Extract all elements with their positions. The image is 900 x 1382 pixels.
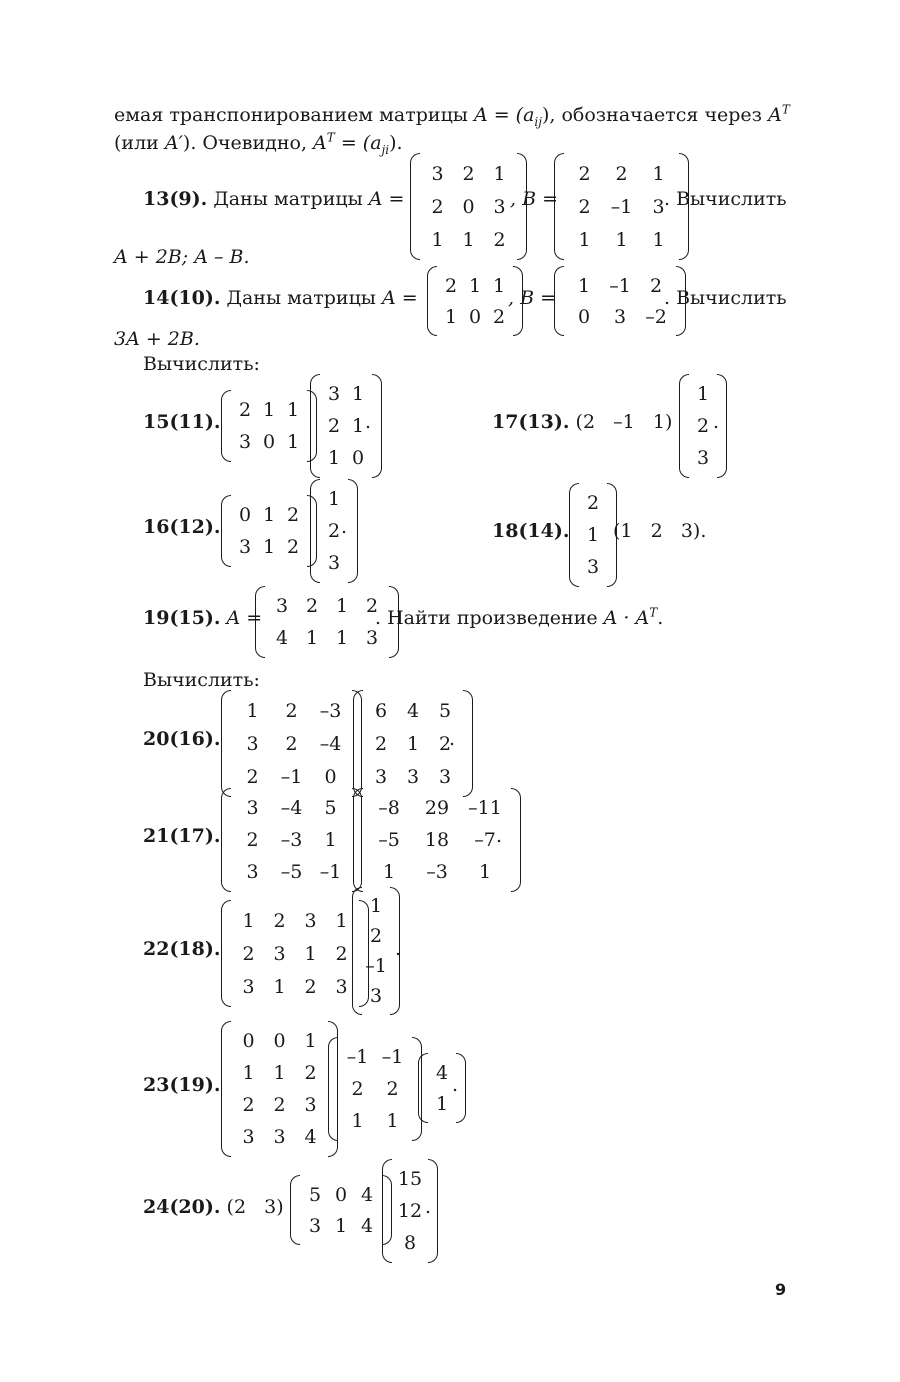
- matrix-cell: 6: [374, 699, 388, 722]
- matrix-cell: 1: [334, 1214, 348, 1237]
- left-parenthesis: [221, 788, 231, 892]
- left-parenthesis: [255, 586, 265, 658]
- matrix-cell: 1: [262, 399, 276, 421]
- matrix-cell: 1: [273, 975, 286, 998]
- matrix-cell: 1: [246, 699, 259, 722]
- intro-superscript: T: [781, 102, 790, 117]
- matrix-cell: 0: [242, 1030, 255, 1052]
- matrix-cell: 18: [424, 829, 450, 851]
- matrix-cell: 3: [369, 985, 383, 1007]
- matrix-cell: 2: [304, 1062, 317, 1084]
- problem-19: [143, 607, 262, 629]
- matrix-cell: 0: [468, 305, 482, 328]
- matrix-cell: 1: [327, 488, 341, 510]
- row-vector: (2 3): [226, 1196, 284, 1218]
- problem-text: Даны матрицы: [226, 287, 382, 309]
- column-vector: [310, 479, 358, 583]
- matrix-cell: 0: [351, 447, 365, 469]
- problem-19-text: [375, 607, 663, 629]
- right-parenthesis: [511, 788, 521, 892]
- problem-number: 21(17).: [143, 825, 221, 847]
- matrix-cell: 3: [304, 1094, 317, 1116]
- matrix-cell: 2: [242, 942, 255, 965]
- matrix-1: [221, 690, 362, 797]
- intro-line-2: [114, 130, 403, 157]
- matrix-2: [310, 374, 382, 478]
- matrix-cell: 2: [246, 765, 259, 788]
- matrix-cell: 2: [369, 925, 383, 947]
- matrix-cell: 1: [382, 861, 396, 883]
- matrix-cell: –2: [645, 305, 667, 328]
- problem-number: 16(12).: [143, 516, 221, 538]
- matrix-cell: –1: [280, 765, 303, 788]
- left-parenthesis: [353, 690, 363, 797]
- punctuation: .: [395, 938, 402, 960]
- matrix-2: [328, 1037, 422, 1141]
- matrix-cell: 4: [304, 1126, 317, 1148]
- column-vector: [418, 1053, 466, 1123]
- matrix-1: [221, 900, 369, 1007]
- matrix-cell: 3: [246, 861, 259, 883]
- matrix-cell: 3: [238, 431, 252, 453]
- matrix-cell: 1: [478, 861, 492, 883]
- problem-number: 17(13).: [492, 411, 570, 433]
- matrix-cell: 2: [285, 699, 298, 722]
- matrix-cell: 3: [327, 383, 341, 405]
- matrix-label: A =: [368, 188, 405, 210]
- matrix-cell: 0: [462, 195, 475, 218]
- problem-number: 13(9).: [143, 188, 208, 210]
- matrix-cell: 0: [238, 504, 252, 526]
- matrix-cell: 2: [286, 504, 300, 526]
- matrix-cell: 5: [324, 797, 337, 819]
- matrix-cell: 5: [438, 699, 452, 722]
- matrix-cell: 1: [351, 383, 365, 405]
- matrix-1: [221, 390, 317, 462]
- intro-subscript: ji: [381, 142, 390, 157]
- matrix-cell: –3: [426, 861, 448, 883]
- left-parenthesis: [569, 483, 579, 587]
- punctuation: .: [657, 607, 664, 629]
- matrix-cell: –4: [319, 732, 342, 755]
- punctuation: .: [496, 825, 503, 847]
- problem-number: 18(14).: [492, 520, 570, 542]
- matrix-cell: 3: [242, 1126, 255, 1148]
- matrix-cell: 3: [696, 447, 710, 469]
- matrix-cell: 1: [304, 1030, 317, 1052]
- matrix-cell: 2: [444, 274, 458, 297]
- left-parenthesis: [352, 887, 362, 1015]
- left-parenthesis: [221, 495, 231, 567]
- problem-number: 24(20).: [143, 1196, 221, 1218]
- matrix-cell: 3: [308, 1214, 322, 1237]
- page-number: 9: [775, 1280, 787, 1299]
- matrix-cell: 2: [649, 274, 663, 297]
- matrix-cell: 3: [238, 536, 252, 558]
- left-parenthesis: [221, 690, 231, 797]
- intro-text: (или: [114, 132, 165, 154]
- matrix-cell: 1: [615, 228, 628, 251]
- section-heading: Вычислить:: [143, 669, 260, 691]
- matrix-cell: 29: [424, 797, 450, 819]
- matrix-cell: 2: [696, 415, 710, 437]
- matrix-cell: 2: [374, 732, 388, 755]
- intro-line-1: [114, 102, 790, 129]
- matrix-cell: 2: [351, 1078, 364, 1100]
- product-formula: A · A: [603, 607, 650, 629]
- column-vector: [569, 483, 617, 587]
- matrix-cell: –11: [468, 797, 502, 819]
- matrix-cell: 4: [275, 627, 289, 649]
- matrix-cell: –3: [319, 699, 342, 722]
- problem-number: 23(19).: [143, 1074, 221, 1096]
- matrix-cell: 3: [327, 552, 341, 574]
- matrix-cell: 2: [615, 162, 628, 185]
- intro-formula: A = (a: [473, 104, 535, 126]
- matrix-1: [221, 495, 317, 567]
- matrix-cell: 1: [273, 1062, 286, 1084]
- row-vector: (1 2 3).: [613, 520, 707, 542]
- intro-text: емая транспонированием матрицы: [114, 104, 474, 126]
- right-parenthesis: [463, 690, 473, 797]
- problem-number: 14(10).: [143, 287, 221, 309]
- matrix-cell: 2: [238, 399, 252, 421]
- matrix-cell: 1: [335, 627, 349, 649]
- left-parenthesis: [221, 1021, 231, 1157]
- matrix-1: [221, 1021, 338, 1157]
- matrix-cell: 1: [286, 399, 300, 421]
- matrix-cell: 1: [696, 383, 710, 405]
- left-parenthesis: [221, 900, 231, 1007]
- matrix-cell: 1: [369, 895, 383, 917]
- left-parenthesis: [290, 1175, 300, 1245]
- problem-number: 20(16).: [143, 728, 221, 750]
- matrix-cell: 2: [438, 732, 452, 755]
- matrix-cell: 2: [493, 228, 506, 251]
- matrix-cell: 1: [335, 909, 348, 932]
- matrix-cell: 1: [492, 274, 506, 297]
- matrix-cell: 3: [275, 595, 289, 617]
- matrix-label: , B =: [510, 188, 559, 210]
- matrix-cell: –1: [365, 955, 387, 977]
- matrix-cell: 1: [242, 1062, 255, 1084]
- punctuation: .: [452, 1074, 459, 1096]
- matrix-cell: –1: [381, 1046, 404, 1068]
- intro-text: ). Очевидно,: [182, 132, 314, 154]
- problem-13: [143, 188, 404, 210]
- matrix-cell: –5: [378, 829, 400, 851]
- left-parenthesis: [410, 153, 420, 260]
- problem-text: . Вычислить: [664, 287, 787, 309]
- matrix-cell: –1: [609, 274, 631, 297]
- matrix-cell: 0: [577, 305, 591, 328]
- matrix-cell: 1: [578, 228, 591, 251]
- left-parenthesis: [382, 1159, 392, 1263]
- matrix-cell: –1: [346, 1046, 369, 1068]
- left-parenthesis: [353, 788, 363, 892]
- matrix-cell: 2: [273, 909, 286, 932]
- matrix-cell: –3: [280, 829, 303, 851]
- matrix-cell: 1: [586, 524, 600, 546]
- matrix-cell: 2: [586, 492, 600, 514]
- matrix-cell: 3: [374, 765, 388, 788]
- row-vector: (2 –1 1): [575, 411, 673, 433]
- matrix-cell: 2: [273, 1094, 286, 1116]
- matrix-cell: 1: [435, 1092, 449, 1115]
- matrix-cell: 1: [386, 1110, 399, 1132]
- intro-formula: = (a: [334, 132, 382, 154]
- right-parenthesis: [348, 479, 358, 583]
- matrix-cell: 4: [435, 1061, 449, 1084]
- punctuation: .: [365, 411, 372, 433]
- matrix-cell: 1: [652, 228, 665, 251]
- matrix-cell: 0: [262, 431, 276, 453]
- matrix-cell: –4: [280, 797, 303, 819]
- section-heading: Вычислить:: [143, 353, 260, 375]
- matrix-label: A =: [381, 287, 418, 309]
- matrix-cell: 2: [327, 415, 341, 437]
- punctuation: .: [425, 1196, 432, 1218]
- problem-text: Даны матрицы: [213, 188, 369, 210]
- matrix-cell: 2: [327, 520, 341, 542]
- left-parenthesis: [554, 266, 564, 336]
- matrix-cell: 15: [397, 1168, 423, 1190]
- matrix-cell: 3: [493, 195, 506, 218]
- matrix-cell: 1: [242, 909, 255, 932]
- matrix-cell: 5: [308, 1183, 322, 1206]
- matrix-label: , B =: [508, 287, 557, 309]
- matrix-cell: 4: [360, 1183, 374, 1206]
- matrix-cell: –5: [280, 861, 303, 883]
- intro-formula: A: [313, 132, 327, 154]
- matrix-cell: 1: [327, 447, 341, 469]
- matrix-cell: 3: [273, 1126, 286, 1148]
- matrix-cell: 3: [406, 765, 420, 788]
- matrix-cell: 2: [386, 1078, 399, 1100]
- matrix-cell: 2: [578, 162, 591, 185]
- column-vector: [679, 374, 727, 478]
- matrix-cell: –8: [378, 797, 400, 819]
- matrix-cell: 1: [324, 829, 337, 851]
- problem-number: 19(15).: [143, 607, 221, 629]
- intro-text: ), обозначается через: [541, 104, 769, 126]
- intro-superscript: T: [326, 130, 335, 145]
- matrix-cell: 1: [351, 1110, 364, 1132]
- matrix-cell: 2: [305, 595, 319, 617]
- matrix-cell: 1: [406, 732, 420, 755]
- column-vector: [352, 887, 400, 1015]
- matrix-cell: 1: [305, 627, 319, 649]
- matrix-cell: 1: [462, 228, 475, 251]
- matrix-cell: 1: [444, 305, 458, 328]
- matrix-cell: 2: [335, 942, 348, 965]
- matrix-cell: 3: [365, 627, 379, 649]
- matrix-cell: 1: [652, 162, 665, 185]
- left-parenthesis: [418, 1053, 428, 1123]
- matrix-cell: 0: [324, 765, 337, 788]
- matrix-cell: 2: [578, 195, 591, 218]
- left-parenthesis: [310, 479, 320, 583]
- matrix-cell: 3: [586, 556, 600, 578]
- problem-14: [143, 287, 418, 309]
- left-parenthesis: [310, 374, 320, 478]
- matrix-cell: 0: [273, 1030, 286, 1052]
- matrix-cell: 1: [286, 431, 300, 453]
- matrix-cell: 1: [262, 536, 276, 558]
- matrix-cell: 2: [286, 536, 300, 558]
- matrix-cell: 2: [304, 975, 317, 998]
- matrix-1: [290, 1175, 392, 1245]
- matrix-cell: 3: [242, 975, 255, 998]
- intro-subscript: ij: [534, 114, 542, 129]
- problem-text: . Вычислить: [664, 188, 787, 210]
- punctuation: .: [341, 516, 348, 538]
- problem-17: [492, 411, 672, 433]
- left-parenthesis: [679, 374, 689, 478]
- matrix-cell: –7: [474, 829, 496, 851]
- matrix-cell: 2: [242, 1094, 255, 1116]
- matrix-cell: 2: [492, 305, 506, 328]
- matrix-cell: 4: [406, 699, 420, 722]
- matrix-cell: 1: [262, 504, 276, 526]
- matrix-cell: 3: [335, 975, 348, 998]
- matrix-cell: 2: [431, 195, 444, 218]
- matrix-cell: 3: [304, 909, 317, 932]
- problem-24: [143, 1196, 284, 1218]
- matrix-cell: 1: [493, 162, 506, 185]
- matrix-cell: –1: [610, 195, 633, 218]
- left-parenthesis: [328, 1037, 338, 1141]
- matrix-cell: 4: [360, 1214, 374, 1237]
- problem-text: . Найти произведение: [375, 607, 604, 629]
- intro-formula: A: [768, 104, 782, 126]
- matrix-cell: 2: [285, 732, 298, 755]
- matrix-cell: 3: [246, 797, 259, 819]
- matrix-cell: 3: [652, 195, 665, 218]
- right-parenthesis: [372, 374, 382, 478]
- matrix-cell: 3: [613, 305, 627, 328]
- problem-task: 3A + 2B.: [114, 328, 200, 350]
- matrix-cell: 3: [438, 765, 452, 788]
- matrix-cell: 1: [577, 274, 591, 297]
- matrix-label: A =: [226, 607, 263, 629]
- left-parenthesis: [221, 390, 231, 462]
- problem-task: A + 2B; A – B.: [114, 246, 250, 268]
- matrix-cell: 3: [246, 732, 259, 755]
- matrix-cell: 1: [468, 274, 482, 297]
- intro-text: ).: [389, 132, 403, 154]
- punctuation: .: [449, 728, 456, 750]
- punctuation: .: [713, 411, 720, 433]
- matrix-cell: 1: [351, 415, 365, 437]
- matrix-cell: 1: [431, 228, 444, 251]
- matrix-cell: 1: [304, 942, 317, 965]
- transpose-superscript: T: [649, 605, 658, 620]
- intro-formula: A′: [164, 132, 183, 154]
- matrix-cell: 0: [334, 1183, 348, 1206]
- problem-number: 15(11).: [143, 411, 221, 433]
- matrix-cell: 2: [246, 829, 259, 851]
- matrix-cell: 3: [431, 162, 444, 185]
- matrix-cell: 3: [273, 942, 286, 965]
- left-parenthesis: [427, 266, 437, 336]
- matrix-1: [221, 788, 362, 892]
- problem-number: 22(18).: [143, 938, 221, 960]
- matrix-cell: 2: [462, 162, 475, 185]
- matrix-cell: 12: [397, 1200, 423, 1222]
- matrix-cell: 8: [403, 1232, 417, 1254]
- matrix-cell: 2: [365, 595, 379, 617]
- left-parenthesis: [554, 153, 564, 260]
- matrix-cell: –1: [319, 861, 342, 883]
- matrix-cell: 1: [335, 595, 349, 617]
